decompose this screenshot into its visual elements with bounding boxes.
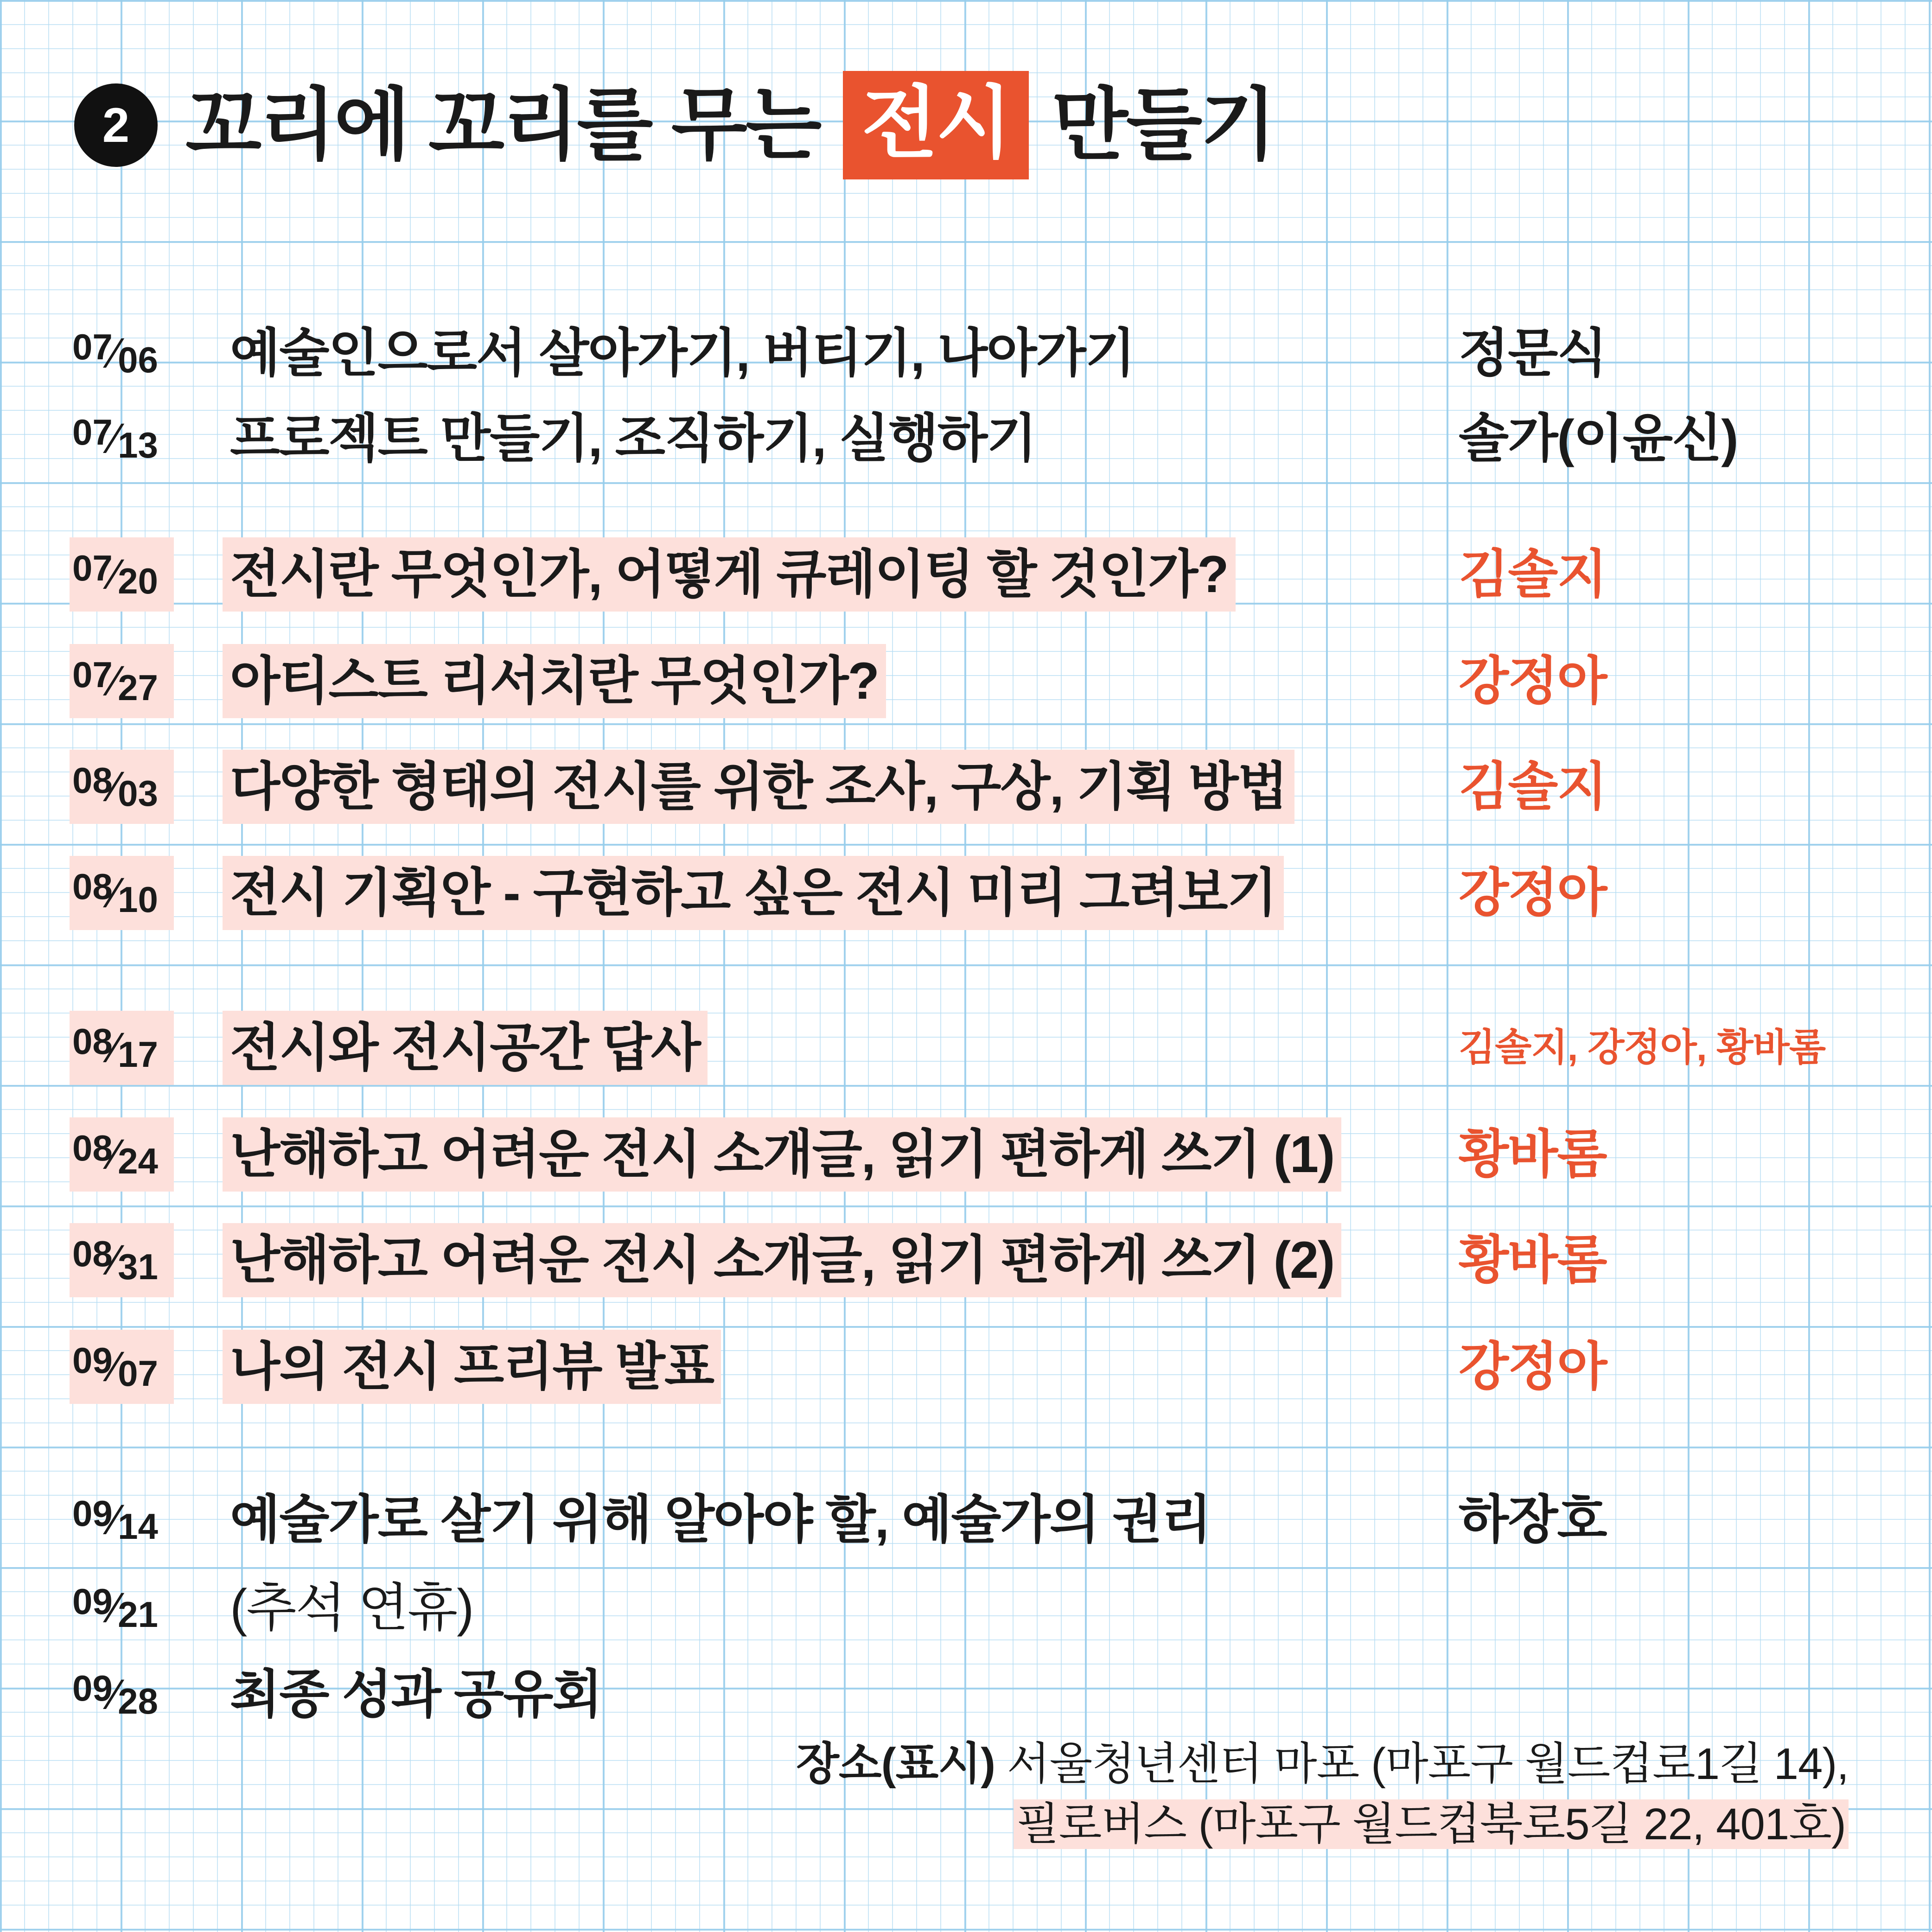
session-topic: 최종 성과 공유회 (230, 1665, 602, 1723)
title-text-after: 만들기 (1052, 81, 1275, 169)
session-date: 08 ⁄ 10 (70, 856, 174, 930)
session-topic: 전시 기획안 - 구현하고 싶은 전시 미리 그려보기 (223, 856, 1284, 930)
session-topic: 전시란 무엇인가, 어떻게 큐레이팅 할 것인가? (223, 537, 1236, 612)
session-speaker: 황바롬 (1459, 1125, 1607, 1183)
title-text-before: 꼬리에 꼬리를 무는 (185, 81, 820, 169)
session-row (70, 537, 1855, 612)
venue-info (796, 1734, 1849, 1854)
venue-address-2: 필로버스 (마포구 월드컵북로5길 22, 401호) (1014, 1799, 1849, 1849)
session-row (70, 1011, 1855, 1085)
session-row (70, 750, 1855, 824)
session-row (70, 856, 1855, 930)
session-row (70, 1330, 1855, 1404)
venue-address-1: 서울청년센터 마포 (마포구 월드컵로1길 14), (1007, 1739, 1849, 1789)
session-speaker: 김솔지 (1459, 758, 1607, 816)
page-title (74, 74, 1275, 176)
step-number-badge: 2 (74, 83, 158, 167)
session-date: 09 ⁄ 21 (72, 1581, 158, 1635)
session-row (70, 644, 1855, 718)
venue-line-1 (796, 1734, 1849, 1794)
session-topic: 난해하고 어려운 전시 소개글, 읽기 편하게 쓰기 (2) (223, 1223, 1341, 1297)
session-date: 08 ⁄ 31 (70, 1223, 174, 1297)
session-speaker: 황바롬 (1459, 1231, 1607, 1289)
session-date: 09 ⁄ 14 (72, 1493, 158, 1547)
title-highlight: 전시 (843, 71, 1028, 179)
session-row (70, 1571, 1855, 1645)
session-speaker: 정문식 (1459, 324, 1607, 382)
session-row (70, 316, 1855, 390)
session-topic: 나의 전시 프리뷰 발표 (223, 1330, 721, 1404)
session-speaker: 강정아 (1459, 864, 1607, 922)
session-row (70, 1117, 1855, 1192)
session-topic: 예술가로 살기 위해 알아야 할, 예술가의 권리 (230, 1491, 1211, 1549)
session-topic: 전시와 전시공간 답사 (223, 1011, 708, 1085)
session-date: 08 ⁄ 17 (70, 1011, 174, 1085)
session-date: 07 ⁄ 13 (72, 412, 158, 465)
venue-line-2 (796, 1794, 1849, 1855)
session-date: 07 ⁄ 06 (72, 326, 158, 380)
session-speaker: 솔가(이윤신) (1459, 409, 1738, 467)
session-date: 07 ⁄ 27 (70, 644, 174, 718)
session-date: 07 ⁄ 20 (70, 537, 174, 612)
session-topic: 아티스트 리서치란 무엇인가? (223, 644, 886, 718)
session-topic: 다양한 형태의 전시를 위한 조사, 구상, 기획 방법 (223, 750, 1294, 824)
session-topic: 난해하고 어려운 전시 소개글, 읽기 편하게 쓰기 (1) (223, 1117, 1341, 1192)
session-row (70, 402, 1855, 476)
session-speaker: 하장호 (1459, 1491, 1607, 1549)
session-date: 08 ⁄ 03 (70, 750, 174, 824)
session-date: 09 ⁄ 07 (70, 1330, 174, 1404)
session-topic: 예술인으로서 살아가기, 버티기, 나아가기 (230, 324, 1135, 382)
session-date: 09 ⁄ 28 (72, 1668, 158, 1722)
session-date: 08 ⁄ 24 (70, 1117, 174, 1192)
session-topic: (추석 연휴) (230, 1579, 473, 1637)
session-speaker: 김솔지, 강정아, 황바롬 (1459, 1027, 1826, 1069)
session-speaker: 강정아 (1459, 1338, 1607, 1396)
session-speaker: 강정아 (1459, 652, 1607, 710)
session-row (70, 1658, 1855, 1732)
session-topic: 프로젝트 만들기, 조직하기, 실행하기 (230, 409, 1036, 467)
venue-label: 장소(표시) (796, 1739, 995, 1789)
session-speaker: 김솔지 (1459, 545, 1607, 603)
session-row (70, 1223, 1855, 1297)
session-row (70, 1483, 1855, 1557)
